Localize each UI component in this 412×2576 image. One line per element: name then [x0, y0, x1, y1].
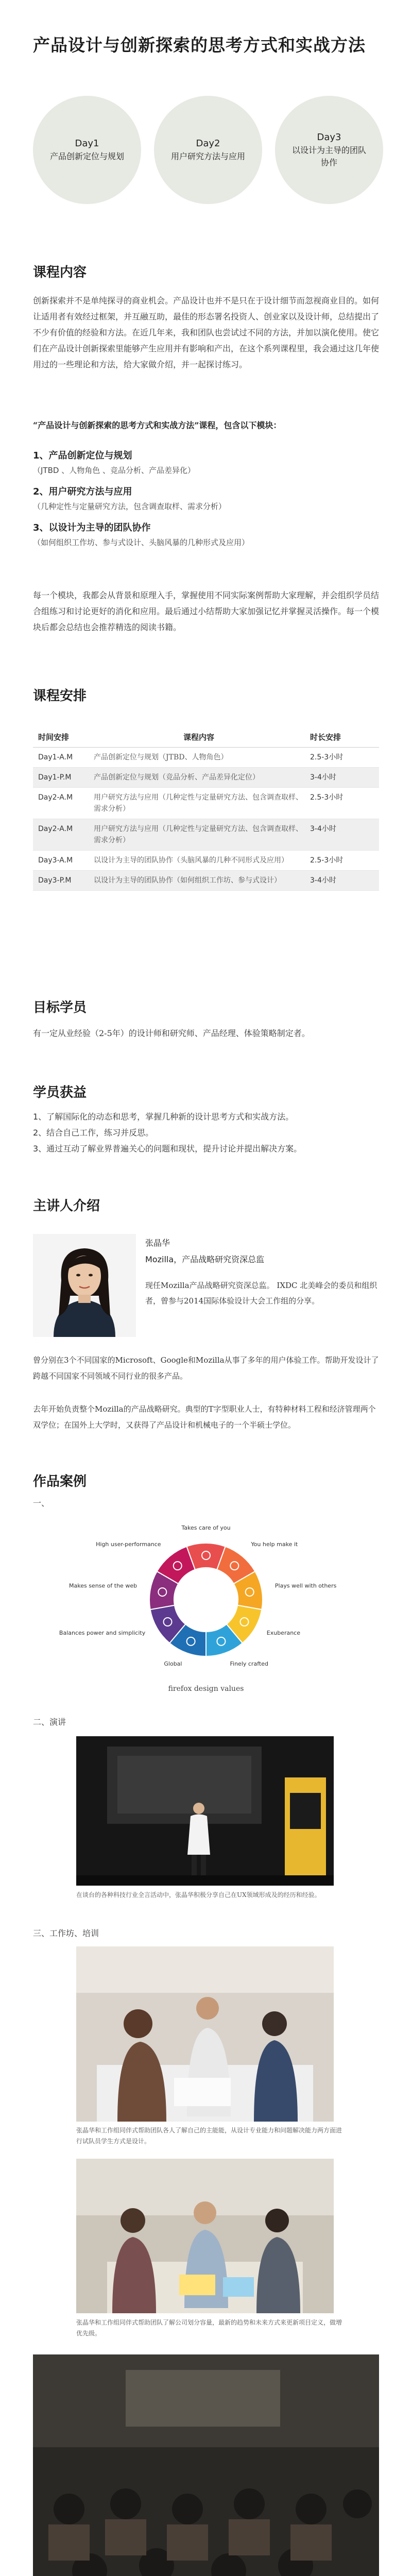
module-sub: （几种定性与定量研究方法，包含调查取样、需求分析）	[33, 502, 227, 511]
works-sub-3: 三、工作坊、培训	[33, 1928, 99, 1938]
module-item	[33, 520, 379, 549]
day2-label: Day2	[196, 138, 220, 149]
gain-item: 2、结合自己工作，练习并反思。	[33, 1128, 154, 1138]
works-sub-1: 一、	[33, 1498, 50, 1508]
table-row	[33, 768, 379, 788]
day3-circle	[275, 96, 383, 204]
course-intro: 创新探索并不是单纯探寻的商业机会。产品设计也并不是只在于设计细节而忽视商业目的。如何让适用者有效经过框架，并互融互助，最佳的形态署名投资人、创业家以及设计师，总结提出了不少有价值的经验和方法。在近几年来，我和团队也尝试过不同的方法，并加以演化使用。使它们在产品设计创新探索里能够产生应用并有影响和产出，在这个系列课程里，我会通过这几年使用过的一些理论和方法，给大家做介绍，并一起探讨练习。	[33, 296, 380, 369]
row-content: 以设计为主导的团队协作（如何组织工作坊、参与式设计）	[94, 876, 281, 885]
instructor-title: Mozilla，产品战略研究资深总监	[145, 1255, 265, 1264]
instructor-bio: 现任Mozilla产品战略研究资深总监。 IXDC 北美峰会的委员和组织者，曾参与2014国际体验设计大会工作组的分享。	[145, 1281, 377, 1306]
row-content: 以设计为主导的团队协作（头脑风暴的几种不同形式及应用）	[94, 856, 288, 865]
row-duration: 3-4小时	[310, 773, 336, 782]
course-outro: 每一个模块，我都会从背景和原理入手，掌握使用不同实际案例帮助大家理解，并会组织学员结合组练习和讨论更好的消化和应用。最后通过小结帮助大家加强记忆并掌握灵活操作。每一个模块后都会总结也会推荐精选的阅读书籍。	[33, 590, 380, 632]
row-content: 用户研究方法与应用（几种定性与定量研究方法、包含调查取样、需求分析）	[94, 793, 303, 813]
module-sub: （JTBD 、人物角色 、竞品分析、产品差异化）	[33, 466, 195, 475]
module-title: 1、产品创新定位与规划	[33, 450, 132, 461]
day1-label: Day1	[75, 138, 99, 149]
day1-circle	[33, 96, 141, 204]
module-item	[33, 484, 379, 513]
segment-label: Global	[164, 1660, 182, 1667]
day-overview	[33, 96, 383, 204]
segment-label: Takes care of you	[181, 1524, 231, 1531]
row-time: Day1-A.M	[38, 753, 73, 761]
audience-text: 有一定从业经验（2-5年）的设计师和研究师、产品经理、体验策略制定者。	[33, 1028, 310, 1038]
segment-label: Finely crafted	[230, 1660, 268, 1667]
row-time: Day2-A.M	[38, 825, 73, 833]
module-title: 3、以设计为主导的团队协作	[33, 522, 151, 533]
table-row	[33, 871, 379, 891]
module-title: 2、用户研究方法与应用	[33, 486, 132, 497]
day2-text: 用户研究方法与应用	[170, 151, 245, 161]
module-sub: （如何组织工作坊、参与式设计、头脑风暴的几种形式及应用）	[33, 538, 250, 547]
segment-label: Makes sense of the web	[68, 1582, 138, 1589]
table-row	[33, 748, 379, 768]
gain-item: 1、了解国际化的动态和思考，掌握几种新的设计思考方式和实战方法。	[33, 1112, 294, 1122]
workshop-illustration-3	[33, 2354, 379, 2576]
gain-item: 3、通过互动了解业界普遍关心的问题和现状，提升讨论并提出解决方案。	[33, 1144, 302, 1154]
instructor-bio-2: 曾分别在3个不同国家的Microsoft、Google和Mozilla从事了多年的用户体验工作。帮助开发设计了跨越不同国家不同领域不同行业的很多产品。	[33, 1355, 379, 1381]
avatar-portrait	[33, 1234, 136, 1337]
day3-label: Day3	[317, 132, 341, 143]
header-time: 时间安排	[38, 733, 70, 742]
row-duration: 3-4小时	[310, 876, 336, 885]
works-heading: 作品案例	[33, 1474, 87, 1489]
instructor-heading: 主讲人介绍	[33, 1198, 100, 1214]
speech-photo	[76, 1736, 334, 1886]
row-duration: 2.5-3小时	[310, 793, 344, 802]
design-values-chart	[59, 1512, 337, 1682]
avatar	[33, 1234, 136, 1337]
design-values-wheel	[59, 1512, 337, 1682]
row-content: 产品创新定位与规划（JTBD、人物角色）	[94, 753, 228, 761]
row-time: Day1-P.M	[38, 773, 72, 782]
speech-illustration	[76, 1736, 334, 1886]
segment-label: Balances power and simplicity	[59, 1630, 146, 1636]
table-header	[33, 727, 379, 748]
segment-label: Exuberance	[266, 1630, 301, 1636]
table-row	[33, 788, 379, 819]
instructor-bio-3: 去年开始负责整个Mozilla的产品战略研究。典型的T字型职业人士，有特种材料工程和经济管理两个双学位；在国外上大学时，又获得了产品设计和机械电子的一个半硕士学位。	[33, 1404, 376, 1430]
module-item	[33, 448, 379, 477]
row-duration: 3-4小时	[310, 825, 336, 833]
works-sub-2: 二、演讲	[33, 1717, 66, 1727]
workshop-photo-2	[76, 2159, 334, 2313]
workshop-photo-3	[33, 2354, 379, 2576]
row-time: Day3-A.M	[38, 856, 73, 865]
row-time: Day3-P.M	[38, 876, 72, 885]
wheel-caption: firefox design values	[168, 1685, 244, 1693]
gains-list	[33, 1109, 379, 1157]
wheel-center	[175, 1569, 237, 1631]
workshop-caption-2: 张晶华和工作组同伴式帮助团队了解公司划分容量，最新的趋势和未来方式来更新项目定义，做增优先级。	[76, 2319, 342, 2337]
audience-heading: 目标学员	[33, 1000, 87, 1015]
gains-heading: 学员获益	[33, 1085, 87, 1100]
segment-label: High user-performance	[96, 1540, 161, 1548]
schedule-heading: 课程安排	[33, 688, 87, 704]
day3-text: 以设计为主导的团队协作	[291, 145, 366, 167]
row-duration: 2.5-3小时	[310, 753, 344, 761]
segment-label: You help make it	[251, 1540, 298, 1548]
workshop-caption-1: 张晶华和工作组同伴式帮助团队各人了解自己的主能能，从设计专业能力和问题解决能力两方面进行试队员学生方式是设计。	[76, 2127, 342, 2145]
day2-circle	[154, 96, 262, 204]
workshop-photo-1	[76, 1946, 334, 2122]
workshop-illustration-1	[76, 1946, 334, 2122]
course-quote: “产品设计与创新探索的思考方式和实战方法”课程，包含以下模块：	[33, 420, 282, 430]
header-duration: 时长安排	[310, 733, 341, 742]
schedule-table	[33, 727, 379, 891]
row-duration: 2.5-3小时	[310, 856, 344, 865]
speech-caption: 在谈台的各种科技行业全言活动中，张晶华积极分享自己在UX领域形成及的经历和经验。	[76, 1891, 321, 1899]
row-content: 用户研究方法与应用（几种定性与定量研究方法、包含调查取样、需求分析）	[94, 825, 303, 844]
segment-label: Plays well with others	[274, 1582, 337, 1589]
module-list	[33, 448, 379, 549]
header-content: 课程内容	[183, 733, 214, 742]
course-heading: 课程内容	[33, 265, 87, 280]
page-title: 产品设计与创新探索的思考方式和实战方法	[33, 35, 366, 55]
table-row	[33, 819, 379, 851]
instructor-name: 张晶华	[145, 1238, 170, 1248]
row-time: Day2-A.M	[38, 793, 73, 802]
day1-text: 产品创新定位与规划	[49, 151, 124, 161]
workshop-illustration-2	[76, 2159, 334, 2313]
table-row	[33, 851, 379, 871]
row-content: 产品创新定位与规划（竞品分析、产品差异化定位）	[94, 773, 260, 782]
